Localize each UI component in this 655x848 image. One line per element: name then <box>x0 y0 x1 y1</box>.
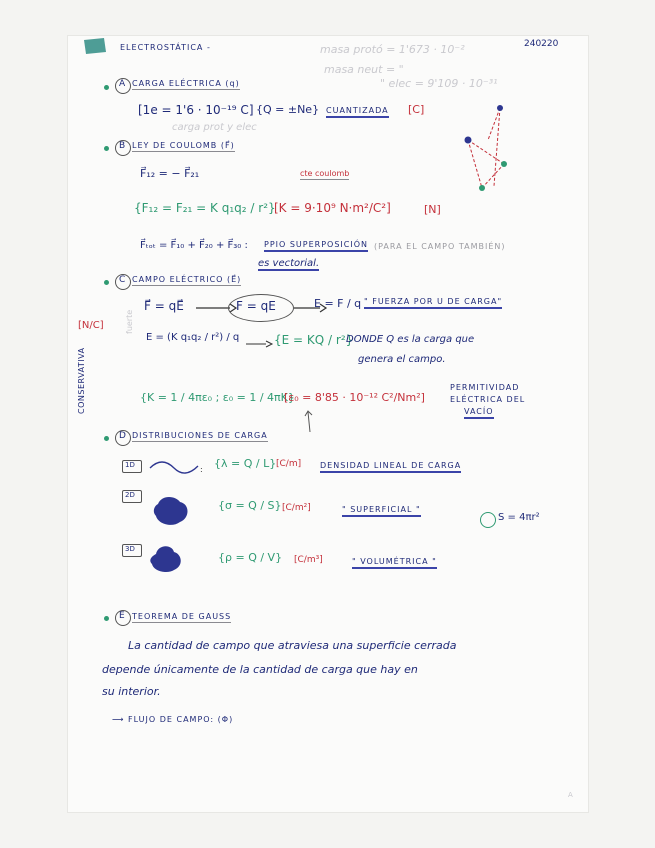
surface-charge-blob-icon <box>152 494 192 528</box>
coulomb-constant: [K = 9·10⁹ N·m²/C²] <box>274 201 391 215</box>
linear-density-label: DENSIDAD LINEAL DE CARGA <box>320 462 461 473</box>
surface-density-unit: [C/m²] <box>282 503 311 513</box>
cte-coulomb-label: cte coulomb <box>300 169 350 178</box>
surface-density-label: " SUPERFICIAL " <box>342 506 421 517</box>
volume-density-formula: {ρ = Q / V} <box>218 551 283 564</box>
section-c-title: CAMPO ELÉCTRICO (E⃗) <box>132 275 242 284</box>
force-field-scalar: F = qE <box>236 299 276 313</box>
section-a-title: CARGA ELÉCTRICA (q) <box>132 79 240 88</box>
charge-note: carga prot y elec <box>172 122 257 133</box>
point-charge-field: {E = KQ / r²} <box>274 333 354 347</box>
svg-text::: : <box>200 465 203 474</box>
permittivity-label-2: ELÉCTRICA DEL <box>450 395 526 404</box>
section-a-letter: A <box>119 79 126 89</box>
bullet-dot <box>104 616 109 621</box>
notebook-page <box>68 36 588 812</box>
section-c-letter: C <box>119 275 126 285</box>
gauss-text-line3: su interior. <box>102 685 161 698</box>
field-expression: E = (K q₁q₂ / r²) / q <box>146 332 240 343</box>
where-q-line1: DONDE Q es la carga que <box>346 334 475 345</box>
permittivity-label-3: VACÍO <box>464 408 494 419</box>
sphere-icon <box>480 512 496 528</box>
linear-density-unit: [C/m] <box>276 459 302 469</box>
dim-1d-label: 1D <box>125 461 135 469</box>
corner-tab-icon <box>78 36 108 56</box>
bullet-dot <box>104 146 109 151</box>
superposition-note: (PARA EL CAMPO TAMBIÉN) <box>374 242 506 251</box>
constant-relation: {K = 1 / 4πε₀ ; ε₀ = 1 / 4πK} <box>140 391 295 404</box>
conservativa-label: CONSERVATIVA <box>77 347 86 414</box>
bullet-dot <box>104 280 109 285</box>
field-definition: E = F / q <box>314 297 362 310</box>
section-e-letter: E <box>119 611 125 621</box>
arrow-right-icon <box>246 340 272 348</box>
bullet-dot <box>104 436 109 441</box>
fuerte-note: fuerte <box>125 309 134 334</box>
linear-density-formula: {λ = Q / L} <box>214 457 277 470</box>
flux-label: ⟶ FLUJO DE CAMPO: (Φ) <box>112 715 234 724</box>
newton-third-law: F⃗₁₂ = − F⃗₂₁ <box>140 167 200 180</box>
charge-lattice-sketch-icon <box>458 98 538 208</box>
section-d-title: DISTRIBUCIONES DE CARGA <box>132 431 268 440</box>
page-title: ELECTROSTÁTICA - <box>120 43 211 52</box>
vacuum-permittivity-value: [ε₀ = 8'85 · 10⁻¹² C²/Nm²] <box>284 391 425 404</box>
note-masa-proton: masa protó = 1'673 · 10⁻² <box>320 43 465 56</box>
permittivity-label-1: PERMITIVIDAD <box>450 383 520 392</box>
cuantizada-label: CUANTIZADA <box>326 107 389 118</box>
date-code: 240220 <box>524 39 559 49</box>
volume-density-unit: [C/m³] <box>294 555 323 565</box>
force-field-vector: F⃗ = qE⃗ <box>144 299 184 313</box>
gauss-text-line2: depende únicamente de la cantidad de carga que hay en <box>102 663 418 676</box>
section-e-title: TEOREMA DE GAUSS <box>132 612 232 621</box>
field-unit: [N/C] <box>78 320 104 331</box>
line-charge-icon <box>148 460 208 474</box>
arrow-up-sketch-icon <box>304 410 316 434</box>
vectorial-note: es vectorial. <box>258 258 320 269</box>
section-b-letter: B <box>119 141 126 151</box>
electron-charge-formula: [1e = 1'6 · 10⁻¹⁹ C] <box>138 103 254 117</box>
note-masa-electron: " elec = 9'109 · 10⁻³¹ <box>380 77 498 90</box>
where-q-line2: genera el campo. <box>358 354 446 365</box>
sphere-surface-formula: S = 4πr² <box>498 512 540 523</box>
superposition-sum: F⃗ₜₒₜ = F⃗₁₀ + F⃗₂₀ + F⃗₃₀ : <box>140 240 248 251</box>
coulomb-force-formula: {F₁₂ = F₂₁ = K q₁q₂ / r²} <box>134 201 276 215</box>
charge-unit: [C] <box>408 103 425 116</box>
note-masa-neutron: masa neut = " <box>324 63 404 76</box>
volume-density-label: " VOLUMÉTRICA " <box>352 558 437 569</box>
superposition-principle: PPIO SUPERPOSICIÓN <box>264 241 368 252</box>
force-unit: [N] <box>424 203 441 216</box>
volume-charge-blob-icon <box>146 542 186 576</box>
surface-density-formula: {σ = Q / S} <box>218 499 282 512</box>
bullet-dot <box>104 85 109 90</box>
charge-quantization-formula: {Q = ±Ne} <box>256 103 320 116</box>
section-b-title: LEY DE COULOMB (F⃗) <box>132 141 235 150</box>
dim-3d-label: 3D <box>125 545 135 553</box>
page-mark: A <box>568 791 573 799</box>
dim-2d-label: 2D <box>125 491 135 499</box>
section-d-letter: D <box>119 431 126 441</box>
gauss-text-line1: La cantidad de campo que atraviesa una superficie cerrada <box>128 639 457 652</box>
fuerza-por-unidad-label: " FUERZA POR U DE CARGA" <box>364 298 502 309</box>
